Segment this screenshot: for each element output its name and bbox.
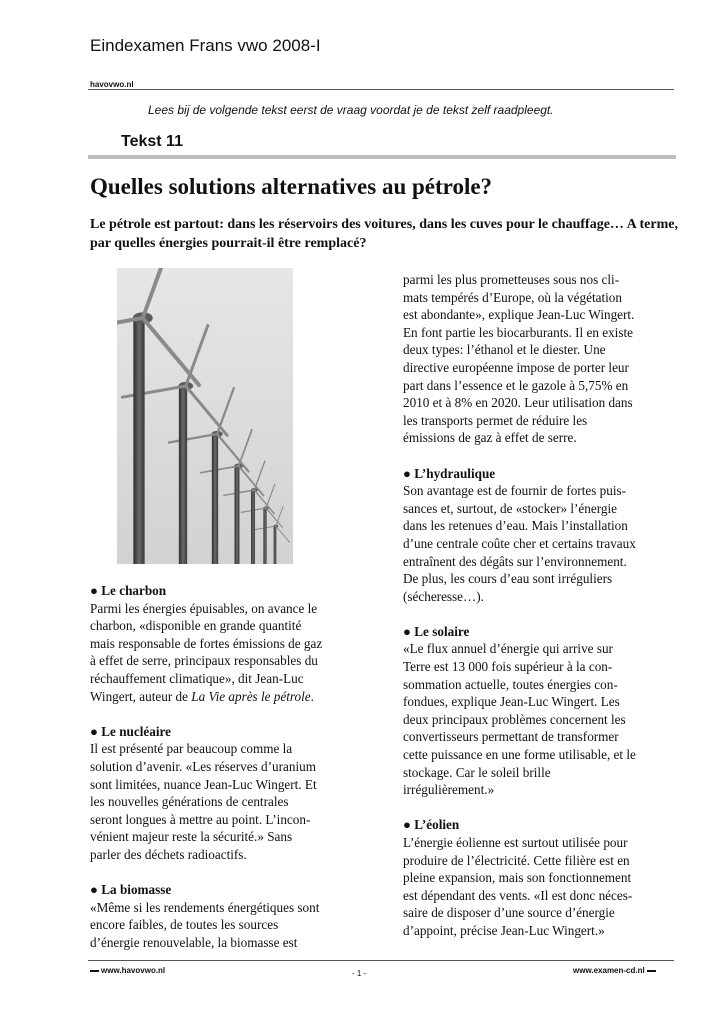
text-line: est abondante», explique Jean-Luc Wingert. xyxy=(403,307,635,323)
section-bar xyxy=(88,155,676,159)
page-number: - 1 - xyxy=(352,969,367,978)
text-line: pleine expansion, mais son fonctionnement xyxy=(403,870,632,886)
text-fragment: . xyxy=(310,688,314,704)
text-number-label: Tekst 11 xyxy=(121,133,183,150)
text-line: encore faibles, de toutes les sources xyxy=(90,917,279,933)
text-line: réchauffement climatique», dit Jean-Luc xyxy=(90,670,304,686)
text-line: est dépendant des vents. «Il est donc néces- xyxy=(403,887,633,903)
text-line: Son avantage est de fournir de fortes puis- xyxy=(403,483,627,499)
section-heading-text: Le nucléaire xyxy=(101,723,171,739)
section-heading xyxy=(403,465,687,483)
text-line: part dans l’essence et le gazole à 5,75% en xyxy=(403,377,629,393)
text-line: d’énergie renouvelable, la biomasse est xyxy=(90,934,298,950)
text-line: solution d’avenir. «Les réserves d’uranium xyxy=(90,758,316,774)
text-line: vénient majeur reste la sécurité.» Sans xyxy=(90,829,293,845)
section-gap xyxy=(90,705,376,723)
text-line: mats tempérés d’Europe, où la végétation xyxy=(403,289,622,305)
text-line: parler des déchets radioactifs. xyxy=(90,846,247,862)
text-line: sances et, surtout, de «stocker» l’énergie xyxy=(403,500,617,516)
text-line: sont limitées, nuance Jean-Luc Wingert. Et xyxy=(90,776,317,792)
header-site: havovwo.nl xyxy=(90,80,134,89)
text-line: irrégulièrement.» xyxy=(403,782,495,798)
text-line: convertisseurs permettant de transformer xyxy=(403,729,619,745)
section-heading-text: L’hydraulique xyxy=(414,465,496,481)
section-heading xyxy=(90,881,376,899)
left-column xyxy=(90,582,376,951)
text-fragment: Wingert, auteur de xyxy=(90,688,192,704)
text-line xyxy=(90,688,376,706)
text-line: charbon, «disponible en grande quantité xyxy=(90,618,302,634)
footer-right xyxy=(573,966,658,975)
wind-turbines-photo xyxy=(117,268,293,564)
footer-divider xyxy=(88,960,674,961)
section-gap xyxy=(403,605,687,623)
section-heading-text: L’éolien xyxy=(414,817,460,833)
section-heading-text: La biomasse xyxy=(101,882,172,898)
section-heading xyxy=(403,816,687,834)
text-line: directive européenne impose de porter leur xyxy=(403,359,629,375)
section-gap xyxy=(403,447,687,465)
text-line: (sécheresse…). xyxy=(403,588,484,604)
article-lead: Le pétrole est partout: dans les réservoirs des voitures, dans les cuves pour le chauffage… A terme, par quelles énergies pourrait-il être remplacé? xyxy=(90,217,678,251)
text-line: les nouvelles générations de centrales xyxy=(90,794,289,810)
text-line: Parmi les énergies épuisables, on avance le xyxy=(90,600,318,616)
bullet-icon: ● xyxy=(90,882,102,898)
right-column xyxy=(403,271,687,940)
header-divider xyxy=(88,89,674,90)
footer-right-link[interactable]: www.examen-cd.nl xyxy=(573,966,645,975)
text-line: mais responsable de fortes émissions de gaz xyxy=(90,635,323,651)
bullet-icon: ● xyxy=(403,817,415,833)
text-line: En font partie les biocarburants. Il en existe xyxy=(403,324,633,340)
text-line: De plus, les cours d’eau sont irréguliers xyxy=(403,571,613,587)
footer-left-link[interactable]: www.havovwo.nl xyxy=(101,966,166,975)
text-line: d’appoint, précise Jean-Luc Wingert.» xyxy=(403,922,605,938)
text-line: cette puissance en une forme utilisable, et le xyxy=(403,747,636,763)
book-title: La Vie après le pétrole xyxy=(191,688,311,704)
text-line: fondues, explique Jean-Luc Wingert. Les xyxy=(403,694,620,710)
text-line: deux types: l’éthanol et le diester. Une xyxy=(403,342,606,358)
section-heading-text: Le charbon xyxy=(101,583,167,598)
text-line: stockage. Car le soleil brille xyxy=(403,764,551,780)
text-line: d’une centrale coûte cher et certains travaux xyxy=(403,535,636,551)
text-line: Il est présenté par beaucoup comme la xyxy=(90,741,293,757)
section-heading xyxy=(90,582,376,600)
text-line: saire de disposer d’une source d’énergie xyxy=(403,905,615,921)
bullet-icon: ● xyxy=(403,465,415,481)
article-title: Quelles solutions alternatives au pétrole? xyxy=(90,174,493,199)
footer-left xyxy=(88,966,165,975)
section-heading xyxy=(403,623,687,641)
text-line: entraînent des dégâts sur l’environnement. xyxy=(403,553,627,569)
text-line: dans les retenues d’eau. Mais l’installation xyxy=(403,518,628,534)
text-line: les transports permet de réduire les xyxy=(403,412,588,428)
text-line: «Même si les rendements énergétiques sont xyxy=(90,899,320,915)
text-line: sommation actuelle, toutes énergies con- xyxy=(403,676,618,692)
instruction-text: Lees bij de volgende tekst eerst de vraag voordat je de tekst zelf raadpleegt. xyxy=(148,103,554,117)
bullet-icon: ● xyxy=(90,723,102,739)
text-line: à effet de serre, principaux responsables du xyxy=(90,653,318,669)
text-line: Terre est 13 000 fois supérieur à la con- xyxy=(403,659,613,675)
text-line: seront longues à mettre au point. L’incon- xyxy=(90,811,311,827)
bullet-icon: ● xyxy=(90,583,102,598)
section-gap xyxy=(403,799,687,817)
text-line: «Le flux annuel d’énergie qui arrive sur xyxy=(403,641,613,657)
text-line: émissions de gaz à effet de serre. xyxy=(403,430,577,446)
text-line: parmi les plus prometteuses sous nos cli- xyxy=(403,272,620,287)
text-line: 2010 et à 8% en 2020. Leur utilisation dans xyxy=(403,395,633,411)
text-line: deux principaux problèmes concernent les xyxy=(403,711,626,727)
section-gap xyxy=(90,864,376,882)
exam-title: Eindexamen Frans vwo 2008-I xyxy=(90,36,321,55)
text-line: L’énergie éolienne est surtout utilisée pour xyxy=(403,835,628,850)
text-line: produire de l’électricité. Cette filière est en xyxy=(403,852,630,868)
bullet-icon: ● xyxy=(403,623,415,639)
section-heading-text: Le solaire xyxy=(414,623,470,639)
section-heading xyxy=(90,723,376,741)
